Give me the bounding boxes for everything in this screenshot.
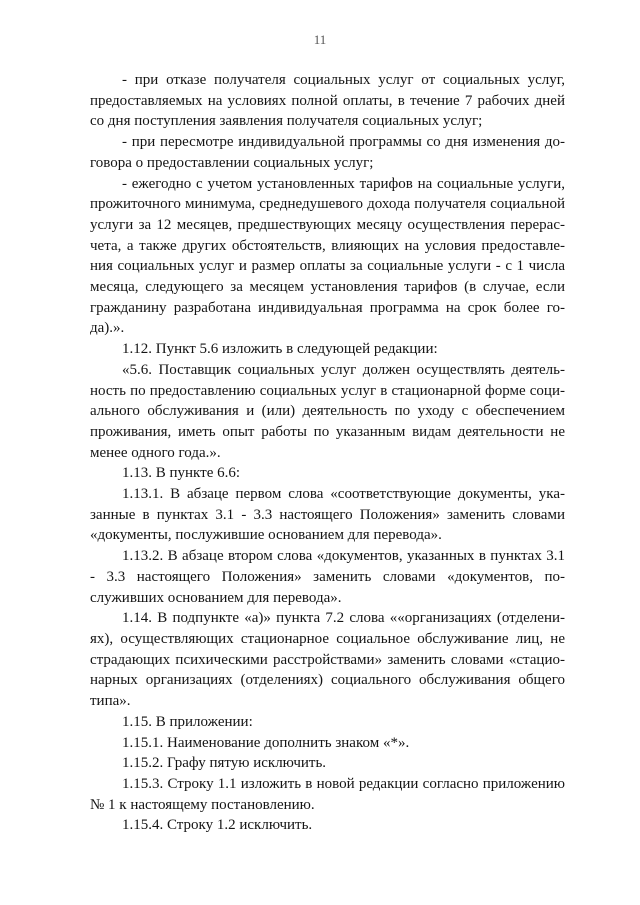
paragraph-item-1-15-1: 1.15.1. Наименование дополнить знаком «*». [122,734,410,751]
paragraph-item-1-14: 1.14. В подпункте «а)» пункта 7.2 слова ««организациях (отделениях), осуществляющих стационарное социальное обслуживание лиц, не страдающих психическими расстройствами» заменить словами «стационарных организациях (отделениях) социального обслуживания общего типа». [90,610,565,710]
paragraph-refusal-clause: - при отказе получателя социальных услуг от социальных услуг, предоставляемых на условиях полной оплаты, в течение 7 рабочих дней со дня поступления заявления получателя социальных услуг; [90,72,565,130]
paragraph-item-1-15-2: 1.15.2. Графу пятую исключить. [122,755,327,772]
document-body [90,70,565,836]
paragraph-item-1-12: 1.12. Пункт 5.6 изложить в следующей редакции: [122,341,438,358]
page-number: 11 [313,32,327,47]
paragraph-revision-clause: - при пересмотре индивидуальной программы со дня изменения договора о предоставлении социальных услуг; [90,134,565,171]
paragraph-annual-clause: - ежегодно с учетом установленных тарифов на социальные услуги, прожиточного минимума, среднедушевого дохода получателя социальной услуги за 12 месяцев, предшествующих месяцу осуществления перерасчета, а также других обстоятельств, влияющих на условия предоставления социальных услуг и размер оплаты за социальные услуги - с 1 числа месяца, следующего за месяцем установления тарифов (в случае, если гражданину разработана индивидуальная программа на срок более года).». [90,175,565,337]
paragraph-item-1-15-4: 1.15.4. Строку 1.2 исключить. [122,817,313,834]
paragraph-item-1-15: 1.15. В приложении: [122,713,253,730]
paragraph-item-1-13-1: 1.13.1. В абзаце первом слова «соответствующие документы, указанные в пунктах 3.1 - 3.3 настоящего Положения» заменить словами «документы, послужившие основанием для перевода». [90,486,565,544]
paragraph-item-1-13-2: 1.13.2. В абзаце втором слова «документов, указанных в пунктах 3.1 - 3.3 настоящего Положения» заменить словами «документов, послуживших основанием для перевода». [90,548,565,606]
paragraph-item-1-15-3: 1.15.3. Строку 1.1 изложить в новой редакции согласно приложению № 1 к настоящему постановлению. [90,775,565,813]
paragraph-item-1-13: 1.13. В пункте 6.6: [122,465,241,482]
paragraph-item-5-6-text: «5.6. Поставщик социальных услуг должен осуществлять деятельность по предоставлению социальных услуг в стационарной форме социального обслуживания и (или) деятельность по уходу с обеспечением проживания, иметь опыт работы по указанным видам деятельности не менее одного года.». [90,361,565,461]
